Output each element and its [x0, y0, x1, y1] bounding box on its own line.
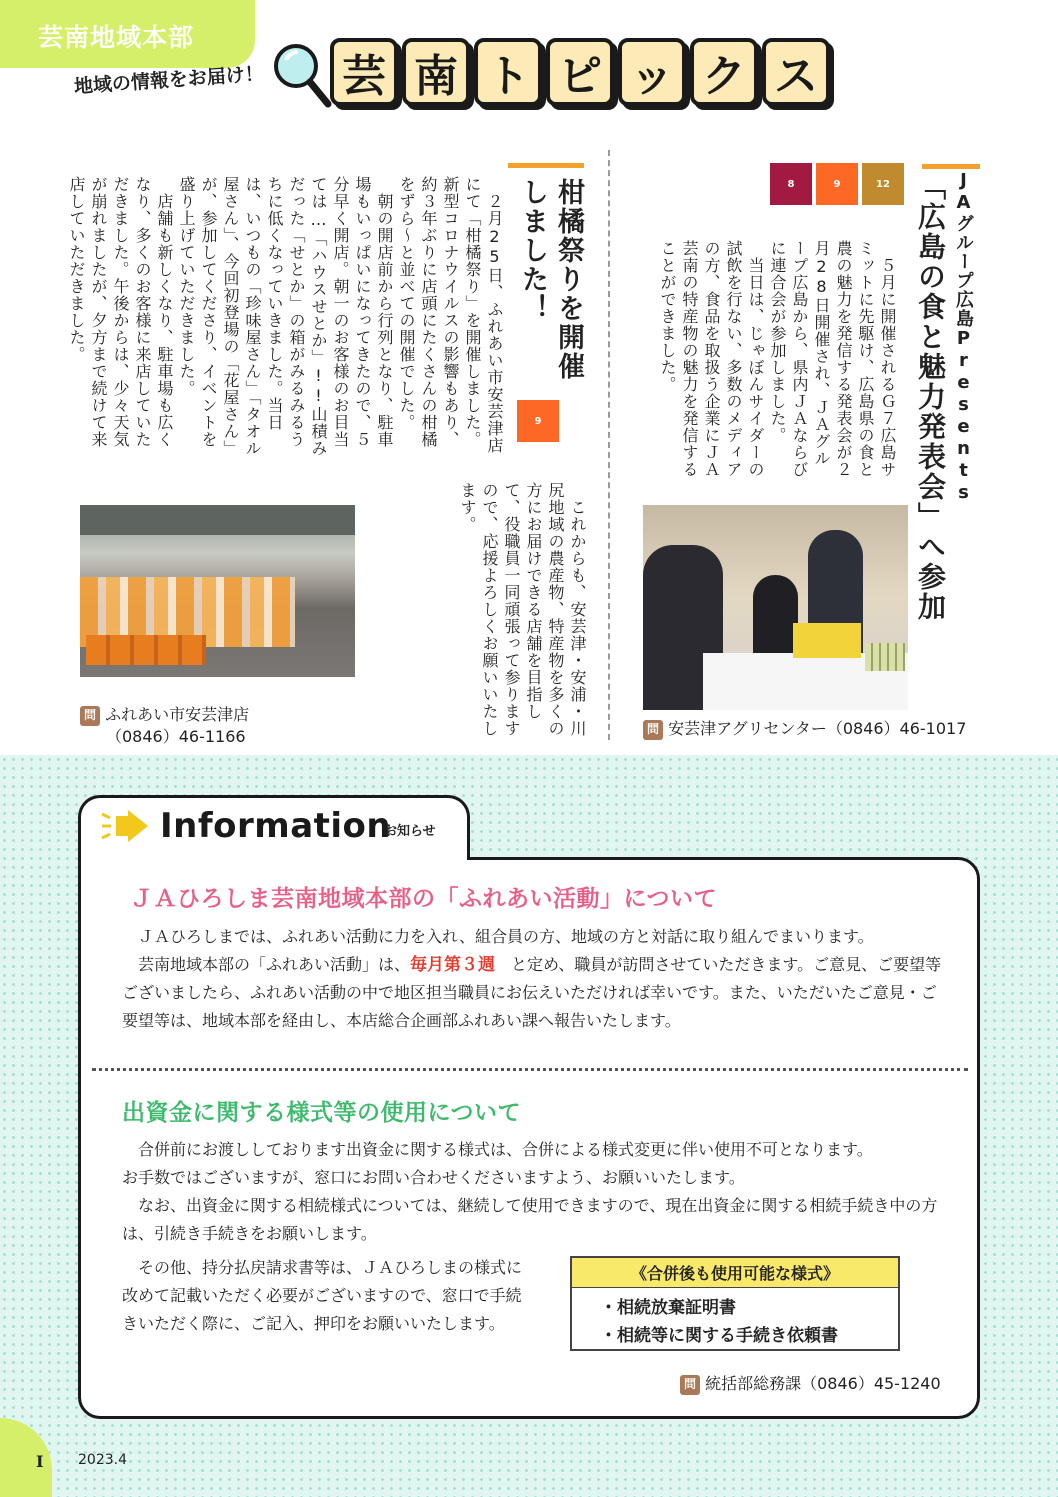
sdg-9-icon: 9 — [517, 400, 559, 442]
article-headline: 「広島の食と魅力発表会」へ参加 — [914, 172, 947, 622]
contact-text: 安芸津アグリセンター（0846）46-1017 — [668, 719, 967, 738]
sdg-8-icon: 8 — [770, 163, 812, 205]
mikan-festival-photo — [80, 505, 355, 677]
title-char: ピ — [546, 38, 614, 106]
contact-mikan — [80, 704, 249, 747]
event-photo — [643, 505, 908, 710]
article-body — [608, 240, 898, 480]
inquiry-icon: 問 — [680, 1375, 700, 1395]
arrow-icon — [100, 808, 152, 844]
article-paragraph: 当日は、じゃぼんサイダーの試飲を行ない、多数のメディアの方、食品を取扱う企業にＪＡ芸南の特産物の魅力を発信することができました。 — [658, 240, 765, 478]
section2-paragraph: お手数ではございますが、窓口にお問い合わせくださいますよう、お願いいたします。 — [122, 1168, 745, 1187]
section2-paragraph: 合併前にお渡ししております出資金に関する様式は、合併による様式変更に伴い使用不可となります。 — [138, 1140, 873, 1159]
form-item: ・相続等に関する手続き依頼書 — [600, 1326, 838, 1346]
title-char: ト — [474, 38, 542, 106]
section1-paragraph: 芸南地域本部の「ふれあい活動」は、毎月第３週 と定め、職員が訪問させていただきます。ご意見、ご要望等ございましたら、ふれあい活動の中で地区担当職員にお伝えいただければ幸いです。また、いただいたご意見・ご要望等は、地域本部を経由し、本店総合企画部ふれあい課へ報告いたします。 — [122, 955, 942, 1030]
contact-name: ふれあい市安芸津店 — [105, 705, 250, 724]
article-paragraph: ５月に開催されるＧ７広島サミットに先駆け、広島県の食と農の魅力を発信する発表会が２月28日開催され、ＪＡグループ広島から、県内ＪＡならびに連合会が参加しました。 — [768, 240, 897, 478]
article-paragraph: ２月25日、ふれあい市安芸津店にて「柑橘祭り」を開催しました。新型コロナウイルスの影響もあり、約３年ぶりに店頭にたくさんの柑橘をずら～と並べての開催でした。 — [397, 176, 504, 454]
article-paragraph: 店舗も新しくなり、駐車場も広くなり、多くのお客様に来店していただきました。午後からは、少々天気が崩れましたが、夕方まで続けて来店していただきました。 — [67, 176, 174, 448]
accent-bar — [922, 164, 980, 169]
title-char: 南 — [402, 38, 470, 106]
header-subtitle: 地域の情報をお届け！ — [73, 62, 265, 98]
region-tag — [0, 0, 255, 68]
issue-date: 2023.4 — [78, 1452, 127, 1468]
magnifier-icon — [270, 40, 336, 110]
accent-bar — [508, 163, 584, 168]
title-char: ス — [762, 38, 830, 106]
section2-body-more — [122, 1254, 527, 1338]
sdg-12-icon: 12 — [862, 163, 904, 205]
mikan-body-lower — [388, 482, 588, 740]
column-divider — [608, 150, 610, 740]
section2-heading: 出資金に関する様式等の使用について — [122, 1100, 522, 1126]
forms-title: 《合併後も使用可能な様式》 — [572, 1258, 898, 1288]
title-char: 芸 — [330, 38, 398, 106]
article-paragraph: これからも、安芸津・安浦・川尻地域の農産物、特産物を多くの方にお届けできる店舗を目指して、役職員一同頑張って参りますので、応援よろしくお願いいたします。 — [458, 482, 587, 737]
section2-paragraph: なお、出資金に関する相続様式については、継続して使用できますので、現在出資金に関する相続手続き中の方は、引続き手続きをお願いします。 — [122, 1196, 938, 1243]
page-number: I — [36, 1452, 44, 1471]
mikan-headline: 柑橘祭りを開催しました！ — [517, 178, 584, 381]
contact-text: 統括部総務課（0846）45-1240 — [705, 1374, 941, 1393]
info-subtitle: お知らせ — [384, 824, 436, 839]
info-title: Information — [160, 806, 392, 846]
highlight-text: 毎月第３週 — [410, 955, 496, 975]
inquiry-icon: 問 — [643, 720, 663, 740]
title-char: ク — [690, 38, 758, 106]
mikan-body-upper — [67, 176, 505, 461]
article-series: JAグループ広島Presents — [953, 170, 974, 504]
usable-forms-box — [570, 1256, 900, 1351]
section-divider — [92, 1068, 968, 1071]
form-item: ・相続放棄証明書 — [600, 1298, 736, 1318]
contact-soumu — [680, 1373, 941, 1395]
sdg-9-icon: 9 — [816, 163, 858, 205]
section2-body — [122, 1136, 952, 1248]
article-paragraph: 朝の開店前から行列となり、駐車場もいっぱいになってきたので、５分早く開店。朝一のお客様のお目当ては…「ハウスせとか」!!山積みだった「せとか」の箱がみるみるうちに低くなっていきました。当日は、いつもの「珍味屋さん」「タオル屋さん」、今回初登場の「花屋さん」が、参加してくださり、イベントを盛り上げていただきました。 — [177, 176, 394, 457]
region-tag-label: 芸南地域本部 — [38, 23, 195, 52]
section2-paragraph: その他、持分払戻請求書等は、ＪＡひろしまの様式に改めて記載いただく必要がございますので、窓口で手続きいただく際に、ご記入、押印をお願いいたします。 — [122, 1258, 523, 1333]
title-char: ッ — [618, 38, 686, 106]
section1-body — [122, 923, 952, 1035]
contact-ja — [643, 718, 966, 740]
section1-heading: ＪＡひろしま芸南地域本部の「ふれあい活動」について — [130, 886, 718, 912]
inquiry-icon: 問 — [80, 706, 100, 726]
page-title — [330, 38, 840, 110]
section1-paragraph: ＪＡひろしまでは、ふれあい活動に力を入れ、組合員の方、地域の方と対話に取り組んでまいります。 — [138, 927, 874, 946]
contact-tel: （0846）46-1166 — [106, 726, 246, 746]
